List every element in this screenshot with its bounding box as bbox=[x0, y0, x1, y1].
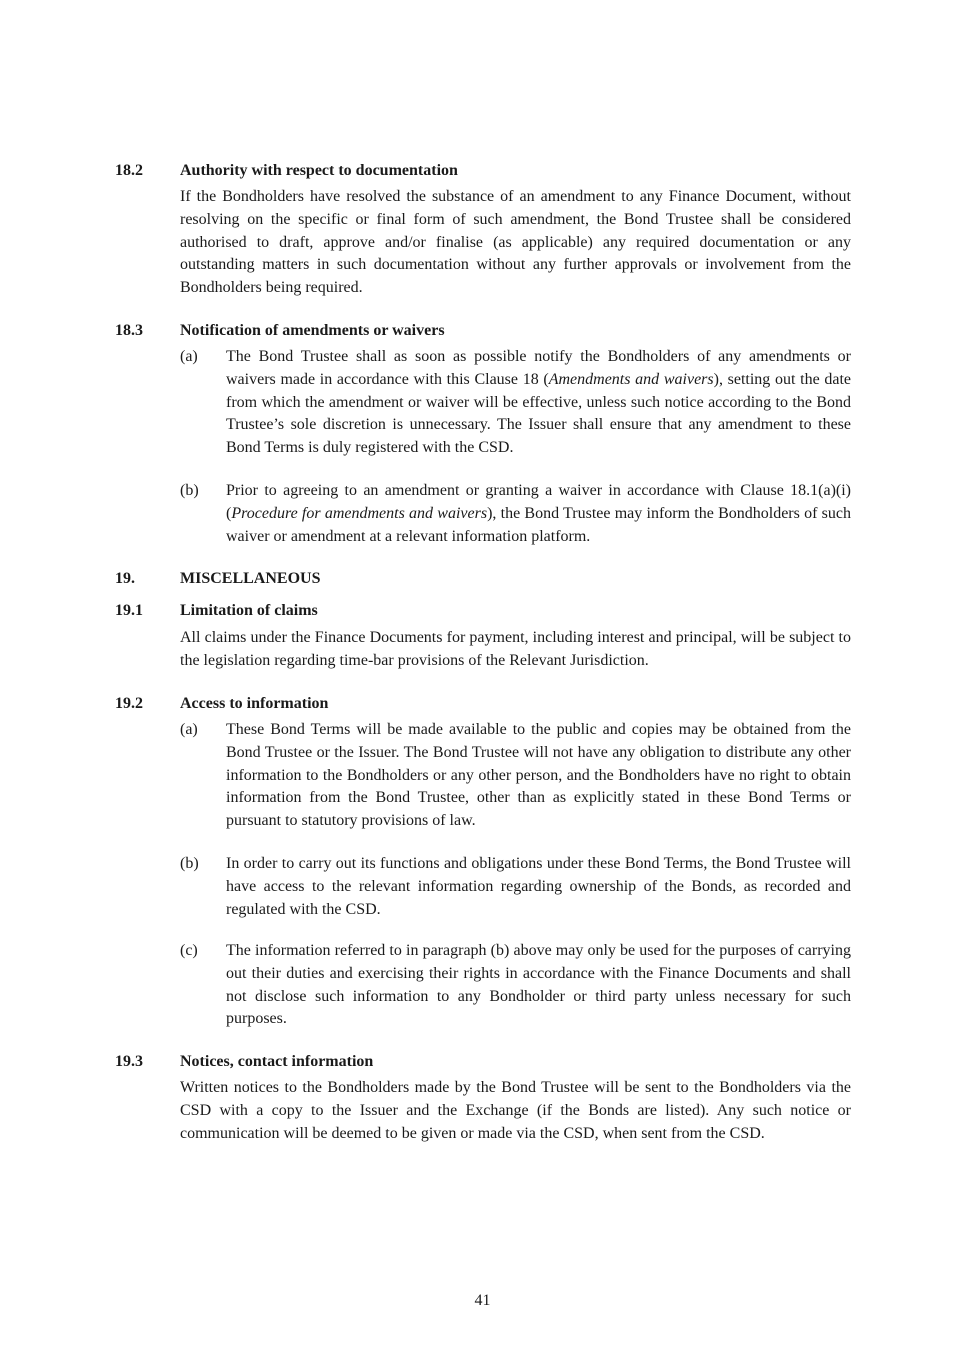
item-label: (a) bbox=[180, 721, 198, 738]
item-label: (b) bbox=[180, 482, 199, 499]
section-number: 18.3 bbox=[115, 322, 143, 339]
section-title: MISCELLANEOUS bbox=[180, 570, 321, 587]
item-label: (b) bbox=[180, 855, 199, 872]
section-number: 19.1 bbox=[115, 602, 143, 619]
section-number: 19.2 bbox=[115, 695, 143, 712]
section-number: 19.3 bbox=[115, 1053, 143, 1070]
section-heading-18-2 bbox=[115, 160, 855, 182]
section-heading-18-3 bbox=[115, 320, 855, 342]
item-text: The Bond Trustee shall as soon as possible notify the Bondholders of any amendments or waivers made in accordance with this Clause 18 (Amendments and waivers), setting out the date from which the amendment or waiver will be effective, unless such notice according to the Bond Trustee’s sole discretion is unnecessary. The Issuer shall ensure that any amendment to these Bond Terms is duly registered with the CSD. bbox=[226, 348, 851, 457]
italic-reference: Procedure for amendments and waivers bbox=[231, 504, 488, 522]
item-text: Prior to agreeing to an amendment or granting a waiver in accordance with Clause 18.1(a)(i) (Procedure for amendments and waivers), the Bond Trustee may inform the Bondholders of such waiver or amendment at a relevant information platform. bbox=[226, 482, 851, 545]
section-body-18-2: If the Bondholders have resolved the substance of an amendment to any Finance Document, without resolving on the specific or final form of such amendment, the Bond Trustee shall be considered authorised to draft, approve and/or finalise (as applicable) any required documentation or any outstanding matters in such documentation without any further approvals or involvement from the Bondholders being required. bbox=[180, 188, 851, 297]
section-title: Authority with respect to documentation bbox=[180, 162, 458, 179]
section-heading-19-1 bbox=[115, 600, 855, 622]
item-text: These Bond Terms will be made available to the public and copies may be obtained from the Bond Trustee or the Issuer. The Bond Trustee will not have any obligation to distribute any other information to the Bondholders or any other person, and the Bondholders have no right to obtain information from the Bond Trustee, other than as explicitly stated in these Bond Terms or pursuant to statutory provisions of law. bbox=[226, 721, 851, 830]
section-heading-19 bbox=[115, 568, 855, 590]
section-body-19-1: All claims under the Finance Documents for payment, including interest and principal, will be subject to the legislation regarding time-bar provisions of the Relevant Jurisdiction. bbox=[180, 629, 851, 669]
section-heading-19-2 bbox=[115, 693, 855, 715]
section-title: Notification of amendments or waivers bbox=[180, 322, 445, 339]
section-title: Notices, contact information bbox=[180, 1053, 374, 1070]
section-heading-19-3 bbox=[115, 1051, 855, 1073]
section-number: 19. bbox=[115, 570, 135, 587]
item-label: (c) bbox=[180, 942, 198, 959]
item-text: In order to carry out its functions and obligations under these Bond Terms, the Bond Trustee will have access to the relevant information regarding ownership of the Bonds, as recorded and regulated with the CSD. bbox=[226, 855, 851, 918]
item-label: (a) bbox=[180, 348, 198, 365]
section-title: Limitation of claims bbox=[180, 602, 318, 619]
section-number: 18.2 bbox=[115, 162, 143, 179]
section-body-19-3: Written notices to the Bondholders made by the Bond Trustee will be sent to the Bondholders via the CSD with a copy to the Issuer and the Exchange (if the Bonds are listed). Any such notice or communication will be deemed to be given or made via the CSD, when sent from the CSD. bbox=[180, 1079, 851, 1142]
item-text: The information referred to in paragraph (b) above may only be used for the purposes of carrying out their duties and exercising their rights in accordance with the Finance Documents and shall not disclose such information to any Bondholder or third party unless necessary for such purposes. bbox=[226, 942, 851, 1028]
italic-reference: Amendments and waivers bbox=[548, 370, 714, 388]
page-number: 41 bbox=[474, 1292, 491, 1309]
section-title: Access to information bbox=[180, 695, 329, 712]
